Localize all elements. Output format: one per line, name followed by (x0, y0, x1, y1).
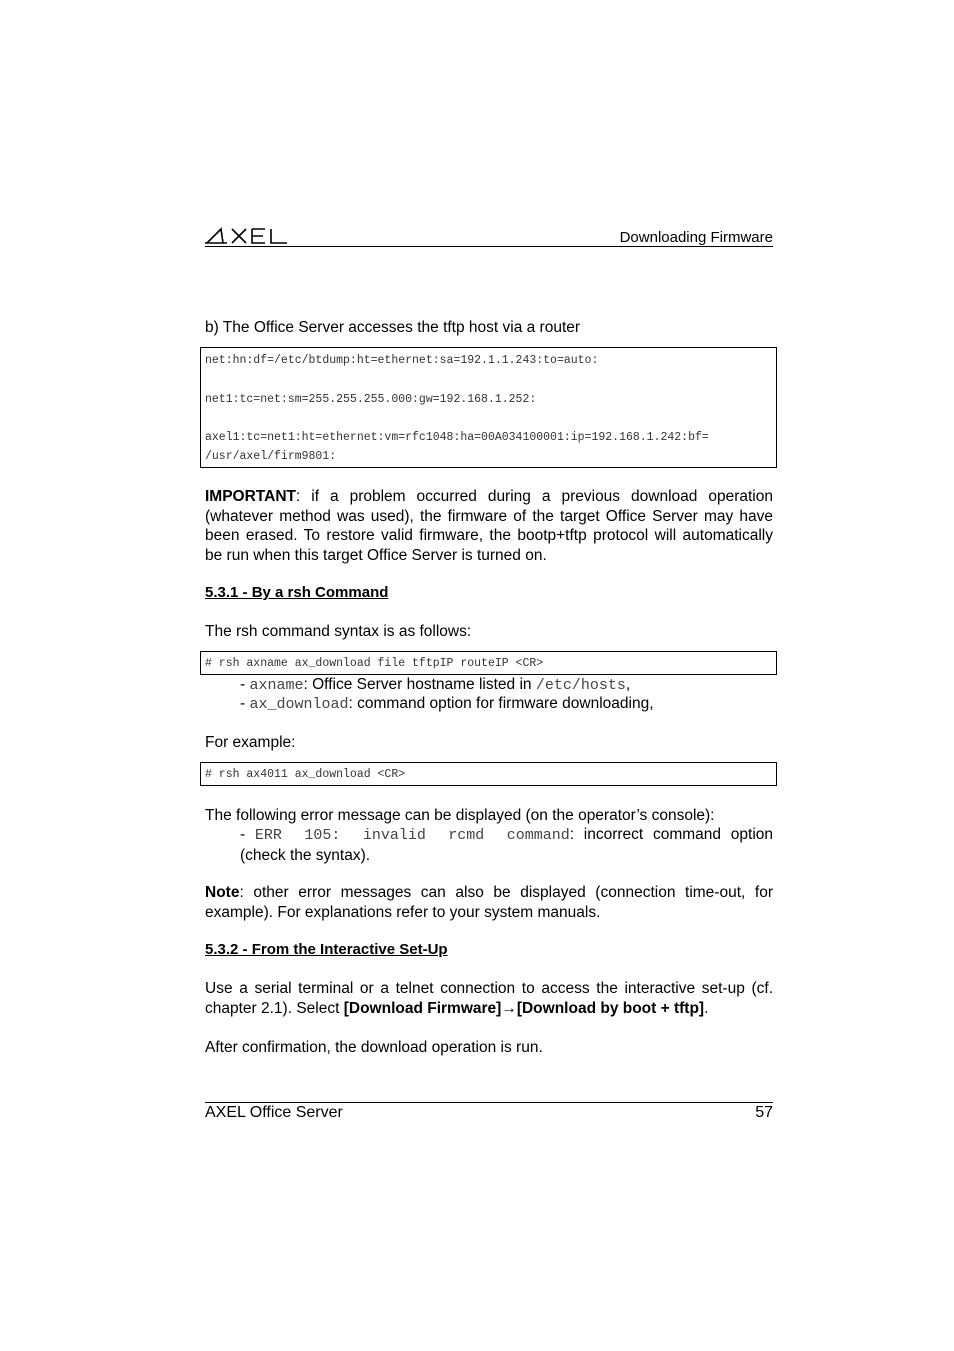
code-line: /usr/axel/firm9801: (205, 450, 337, 463)
important-text: : if a problem occurred during a previous download operation (whatever method was used), the firmware of the target Office Server may have been erased. To restore valid firmware, the bootp+tftp protocol will automatically be run when this target Office Server is turned on. (205, 488, 773, 564)
section-heading-532: 5.3.2 - From the Interactive Set-Up (205, 941, 448, 958)
page-footer (205, 1102, 773, 1125)
menu-download-firmware: [Download Firmware] (343, 999, 502, 1017)
code-line: net:hn:df=/etc/btdump:ht=ethernet:sa=192.1.1.243:to=auto: (205, 354, 599, 367)
page-header (205, 226, 773, 247)
list-item: - axname: Office Server hostname listed in /etc/hosts, (240, 676, 631, 694)
menu-download-boot-tftp: [Download by boot + tftp] (516, 999, 705, 1017)
code-line: # rsh ax4011 ax_download <CR> (205, 768, 406, 781)
after-confirmation-text: After confirmation, the download operation is run. (205, 1039, 543, 1056)
code-line: axel1:tc=net1:ht=ethernet:vm=rfc1048:ha=00A034100001:ip=192.168.1.242:bf= (205, 431, 709, 444)
section-heading-531: 5.3.1 - By a rsh Command (205, 584, 389, 601)
note-paragraph: Note: other error messages can also be displayed (connection time-out, for example). For explanations refer to your system manuals. (205, 884, 773, 921)
intro-text: b) The Office Server accesses the tftp host via a router (205, 319, 581, 336)
error-item: - ERR 105: invalid rcmd command: incorrect command option (check the syntax). (240, 826, 773, 864)
error-intro: The following error message can be displayed (on the operator’s console): (205, 807, 715, 824)
important-label: IMPORTANT (205, 488, 296, 505)
list-item: - ax_download: command option for firmware downloading, (240, 695, 654, 713)
code-block-example (200, 762, 777, 786)
code-block-syntax (200, 651, 777, 675)
footer-title: AXEL Office Server (205, 1104, 343, 1121)
syntax-intro: The rsh command syntax is as follows: (205, 623, 472, 640)
page-number: 57 (755, 1104, 773, 1121)
code-block-config (200, 347, 777, 468)
code-line: net1:tc=net:sm=255.255.255.000:gw=192.168.1.252: (205, 393, 537, 406)
axel-logo (205, 226, 289, 246)
arrow-icon: → (501, 999, 517, 1017)
setup-paragraph: Use a serial terminal or a telnet connection to access the interactive set-up (cf. chapter 2.1). Select [Download Firmware]→[Download by boot + tftp]. (205, 980, 773, 1017)
code-line: # rsh axname ax_download file tftpIP routeIP <CR> (205, 657, 544, 670)
error-code: ERR 105: invalid rcmd command (254, 827, 570, 844)
note-label: Note (205, 884, 240, 901)
example-intro: For example: (205, 734, 296, 751)
error-text: : incorrect command option (check the syntax). (240, 826, 773, 864)
important-paragraph (205, 487, 773, 565)
header-title: Downloading Firmware (619, 229, 773, 246)
